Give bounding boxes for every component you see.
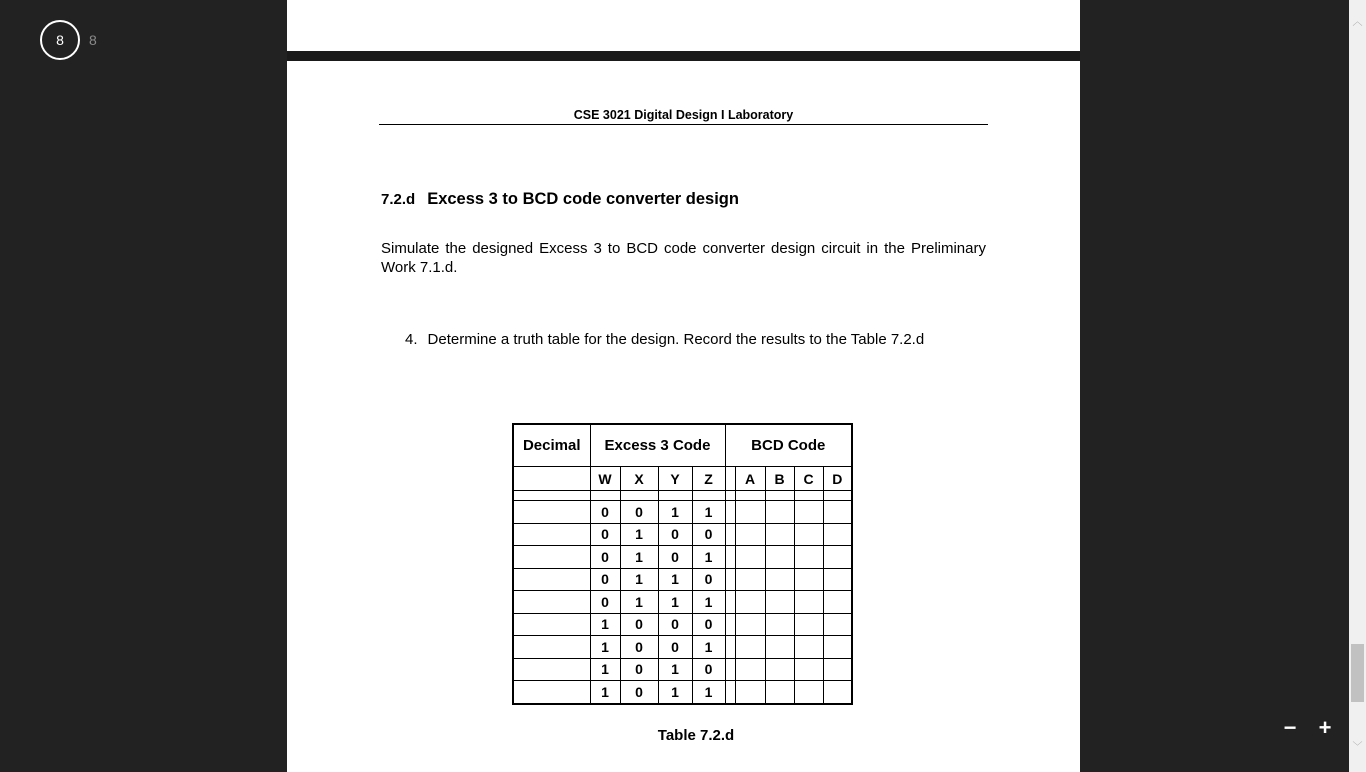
decimal-cell bbox=[513, 591, 590, 614]
table-row bbox=[513, 636, 852, 659]
spacer-cell bbox=[725, 546, 735, 569]
scroll-down-arrow-icon[interactable]: ﹀ bbox=[1352, 742, 1363, 753]
c-cell bbox=[794, 501, 823, 524]
col-a: A bbox=[735, 467, 765, 491]
b-cell bbox=[765, 636, 794, 659]
decimal-cell bbox=[513, 613, 590, 636]
w-cell: 0 bbox=[590, 568, 620, 591]
b-cell bbox=[765, 613, 794, 636]
decimal-cell bbox=[513, 636, 590, 659]
truth-table bbox=[512, 423, 853, 705]
x-cell: 1 bbox=[620, 568, 658, 591]
x-cell: 0 bbox=[620, 613, 658, 636]
b-cell bbox=[765, 681, 794, 704]
col-c: C bbox=[794, 467, 823, 491]
w-cell: 0 bbox=[590, 523, 620, 546]
decimal-cell bbox=[513, 501, 590, 524]
d-cell bbox=[823, 546, 852, 569]
w-cell: 1 bbox=[590, 681, 620, 704]
y-cell: 0 bbox=[658, 636, 692, 659]
d-cell bbox=[823, 591, 852, 614]
table-row bbox=[513, 523, 852, 546]
d-cell bbox=[823, 501, 852, 524]
y-cell: 1 bbox=[658, 658, 692, 681]
y-cell: 1 bbox=[658, 591, 692, 614]
c-cell bbox=[794, 546, 823, 569]
y-cell: 1 bbox=[658, 501, 692, 524]
table-row bbox=[513, 568, 852, 591]
z-cell: 1 bbox=[692, 591, 725, 614]
z-cell: 1 bbox=[692, 501, 725, 524]
section-title: Excess 3 to BCD code converter design bbox=[427, 190, 739, 208]
y-cell: 1 bbox=[658, 568, 692, 591]
c-cell bbox=[794, 681, 823, 704]
table-subheader-row bbox=[513, 467, 852, 491]
z-cell: 0 bbox=[692, 568, 725, 591]
excess3-header: Excess 3 Code bbox=[590, 424, 725, 467]
col-z: Z bbox=[692, 467, 725, 491]
page-header: CSE 3021 Digital Design I Laboratory bbox=[573, 108, 794, 122]
b-cell bbox=[765, 591, 794, 614]
decimal-cell bbox=[513, 681, 590, 704]
step-number: 4. bbox=[405, 331, 418, 348]
header-rule bbox=[379, 124, 988, 125]
col-y: Y bbox=[658, 467, 692, 491]
table-thin-row bbox=[513, 491, 852, 501]
z-cell: 1 bbox=[692, 546, 725, 569]
a-cell bbox=[735, 523, 765, 546]
a-cell bbox=[735, 568, 765, 591]
spacer-cell bbox=[725, 591, 735, 614]
spacer-cell bbox=[725, 681, 735, 704]
a-cell bbox=[735, 546, 765, 569]
spacer-cell bbox=[725, 523, 735, 546]
x-cell: 0 bbox=[620, 636, 658, 659]
c-cell bbox=[794, 658, 823, 681]
a-cell bbox=[735, 501, 765, 524]
col-d: D bbox=[823, 467, 852, 491]
table-header-row bbox=[513, 424, 852, 467]
vertical-scrollbar[interactable] bbox=[1349, 0, 1366, 772]
w-cell: 0 bbox=[590, 546, 620, 569]
d-cell bbox=[823, 613, 852, 636]
decimal-header: Decimal bbox=[513, 424, 590, 467]
x-cell: 1 bbox=[620, 591, 658, 614]
page-indicator bbox=[40, 20, 97, 60]
decimal-cell bbox=[513, 546, 590, 569]
b-cell bbox=[765, 568, 794, 591]
x-cell: 0 bbox=[620, 681, 658, 704]
step-item bbox=[405, 331, 924, 348]
section-number: 7.2.d bbox=[381, 191, 416, 208]
z-cell: 0 bbox=[692, 523, 725, 546]
c-cell bbox=[794, 523, 823, 546]
col-x: X bbox=[620, 467, 658, 491]
w-cell: 1 bbox=[590, 636, 620, 659]
decimal-cell bbox=[513, 568, 590, 591]
b-cell bbox=[765, 501, 794, 524]
step-text: Determine a truth table for the design. Record the results to the Table 7.2.d bbox=[427, 331, 925, 348]
spacer-cell bbox=[725, 613, 735, 636]
body-paragraph: Simulate the designed Excess 3 to BCD code converter design circuit in the Preliminary Work 7.1.d. bbox=[381, 240, 986, 276]
col-b: B bbox=[765, 467, 794, 491]
b-cell bbox=[765, 658, 794, 681]
spacer-cell bbox=[725, 501, 735, 524]
a-cell bbox=[735, 636, 765, 659]
c-cell bbox=[794, 613, 823, 636]
x-cell: 0 bbox=[620, 658, 658, 681]
c-cell bbox=[794, 568, 823, 591]
col-w: W bbox=[590, 467, 620, 491]
section-heading bbox=[381, 190, 739, 209]
table-row bbox=[513, 613, 852, 636]
a-cell bbox=[735, 613, 765, 636]
zoom-out-button[interactable]: − bbox=[1283, 715, 1297, 740]
zoom-in-button[interactable]: + bbox=[1318, 715, 1332, 740]
a-cell bbox=[735, 658, 765, 681]
z-cell: 0 bbox=[692, 613, 725, 636]
b-cell bbox=[765, 546, 794, 569]
z-cell: 1 bbox=[692, 681, 725, 704]
spacer-cell bbox=[725, 636, 735, 659]
spacer-cell bbox=[725, 467, 735, 491]
c-cell bbox=[794, 636, 823, 659]
page-separator bbox=[287, 51, 1080, 61]
b-cell bbox=[765, 523, 794, 546]
bcd-header: BCD Code bbox=[725, 424, 852, 467]
previous-page bbox=[287, 0, 1080, 51]
x-cell: 1 bbox=[620, 546, 658, 569]
w-cell: 1 bbox=[590, 613, 620, 636]
current-page-number[interactable]: 8 bbox=[40, 20, 80, 60]
z-cell: 0 bbox=[692, 658, 725, 681]
a-cell bbox=[735, 591, 765, 614]
d-cell bbox=[823, 681, 852, 704]
a-cell bbox=[735, 681, 765, 704]
decimal-cell bbox=[513, 658, 590, 681]
d-cell bbox=[823, 658, 852, 681]
table-row bbox=[513, 501, 852, 524]
w-cell: 0 bbox=[590, 591, 620, 614]
y-cell: 0 bbox=[658, 523, 692, 546]
scroll-thumb[interactable] bbox=[1351, 644, 1364, 702]
d-cell bbox=[823, 636, 852, 659]
d-cell bbox=[823, 568, 852, 591]
table-row bbox=[513, 658, 852, 681]
x-cell: 0 bbox=[620, 501, 658, 524]
y-cell: 0 bbox=[658, 546, 692, 569]
spacer-cell bbox=[725, 658, 735, 681]
decimal-subheader bbox=[513, 467, 590, 491]
scroll-up-arrow-icon[interactable]: ︿ bbox=[1352, 17, 1363, 28]
table-caption: Table 7.2.d bbox=[657, 727, 735, 744]
table-row bbox=[513, 591, 852, 614]
w-cell: 1 bbox=[590, 658, 620, 681]
table-row bbox=[513, 546, 852, 569]
y-cell: 0 bbox=[658, 613, 692, 636]
d-cell bbox=[823, 523, 852, 546]
z-cell: 1 bbox=[692, 636, 725, 659]
spacer-cell bbox=[725, 568, 735, 591]
x-cell: 1 bbox=[620, 523, 658, 546]
y-cell: 1 bbox=[658, 681, 692, 704]
document-page bbox=[287, 61, 1080, 772]
total-pages: 8 bbox=[89, 32, 97, 48]
decimal-cell bbox=[513, 523, 590, 546]
table-row bbox=[513, 681, 852, 704]
c-cell bbox=[794, 591, 823, 614]
w-cell: 0 bbox=[590, 501, 620, 524]
